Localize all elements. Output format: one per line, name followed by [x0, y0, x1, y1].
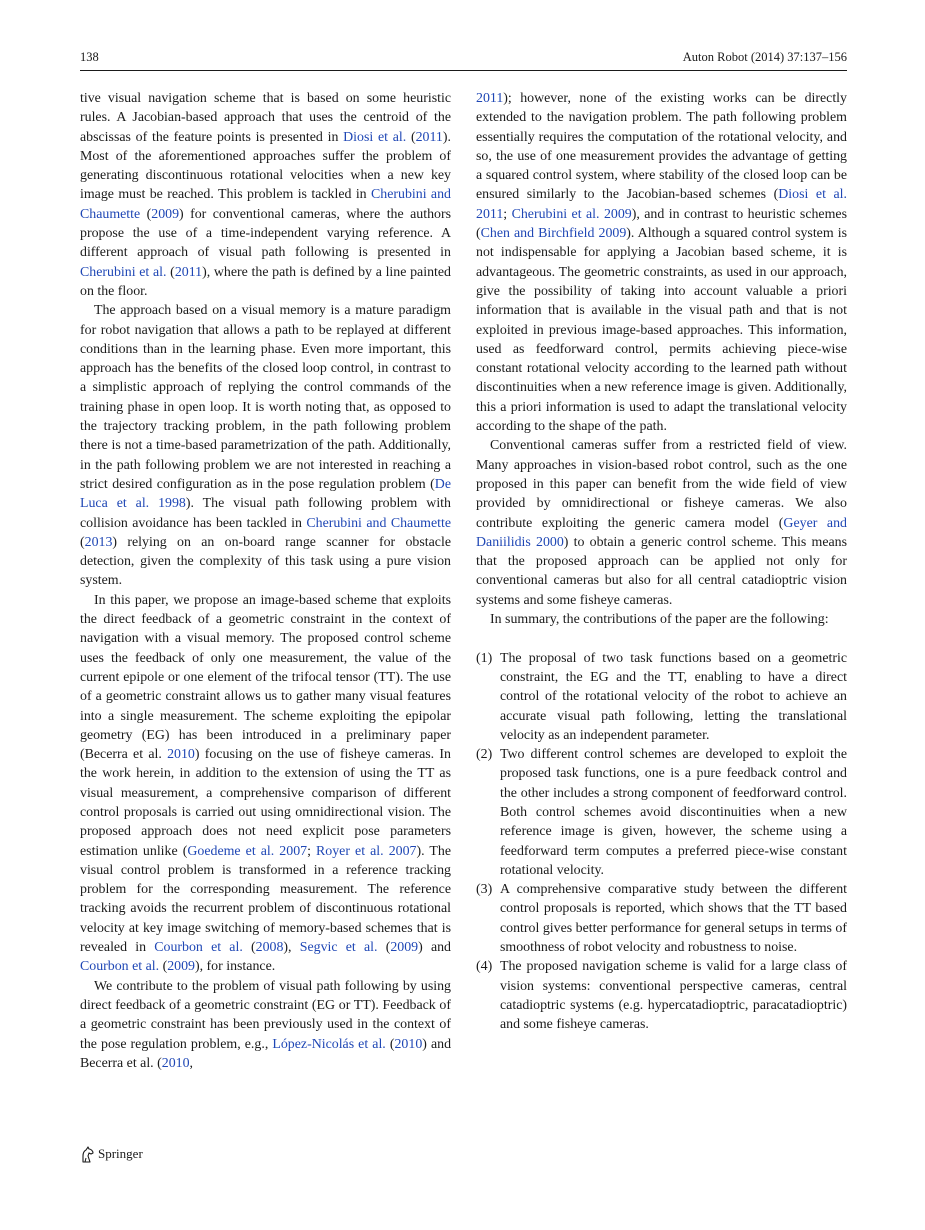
paragraph: In this paper, we propose an image-based scheme that exploits the direct feedback of a geometric constraint in the context of navigation with a visual memory. The proposed control scheme uses the feedback of only one measurement, the value of the current epipole or one element of the trifocal tensor (TT). The use of a geometric constraint allows us to gather many visual features into a single measurement. The scheme exploiting the epipolar geometry (EG) has been introduced in a preliminary paper (Becerra et al. 2010) focusing on the use of fisheye cameras. In the work herein, in addition to the extension of using the TT as visual measurement, a comprehensive comparison of different control proposals is carried out using omnidirectional vision. The proposed approach does not need explicit pose parameters estimation unlike (Goedeme et al. 2007; Royer et al. 2007). The visual control problem is transformed in a reference tracking problem for the corresponding measurement. The reference tracking avoids the recurrent problem of discontinuous rotational velocity at key image switching of memory-based schemes that is revealed in Courbon et al. (2008), Segvic et al. (2009) and Courbon et al. (2009), for instance. [80, 592, 451, 975]
list-number: (2) [476, 747, 493, 763]
citation-link[interactable]: Goedeme et al. 2007 [187, 843, 308, 859]
paragraph: Conventional cameras suffer from a restricted field of view. Many approaches in vision-based robot control, such as the one proposed in this paper can benefit from the wide field of view provided by omnidirectional or fisheye cameras. We also contribute exploiting the generic camera model (Geyer and Daniilidis 2000) to obtain a generic control scheme. This means that the proposed approach can be applied not only for conventional cameras but also for all central catadioptric vision systems and some fisheye cameras. [476, 438, 847, 608]
list-number: (1) [476, 650, 493, 666]
springer-horse-icon [80, 1146, 95, 1163]
header-rule [80, 70, 847, 71]
citation-link[interactable]: De Luca et al. 1998 [80, 476, 451, 512]
left-column [80, 89, 451, 1073]
list-text: A comprehensive comparative study between the different control proposals is reported, which shows that the TT based control gives better performance for general setups in terms of smoothness of robot velocity and robustness to noise. [500, 882, 847, 956]
list-text: The proposed navigation scheme is valid for a large class of vision systems: conventional perspective cameras, central catadioptric systems (e.g. hypercatadioptric, paracatadioptric) and some fisheye cameras. [500, 959, 847, 1033]
citation-link[interactable]: Cherubini et al. [80, 264, 167, 280]
publisher-name: Springer [98, 1146, 143, 1161]
paragraph: tive visual navigation scheme that is based on some heuristic rules. A Jacobian-based approach that uses the centroid of the abscissas of the feature points is presented in Diosi et al. (2011). Most of the aforementioned approaches suffer the problem of generating discontinuous rotational velocities when a new key image must be reached. This problem is tackled in Cherubini and Chaumette (2009) for conventional cameras, where the authors propose the use of a time-independent varying reference. A different approach of visual path following is presented in Cherubini et al. (2011), where the path is defined by a line painted on the floor. [80, 91, 452, 299]
list-item [476, 880, 847, 957]
citation-link[interactable]: 2009 [151, 206, 180, 222]
citation-link[interactable]: Diosi et al. 2011 [476, 187, 847, 222]
citation-link[interactable]: 2013 [84, 534, 113, 550]
citation-link[interactable]: 2009 [390, 940, 419, 956]
paragraph: The approach based on a visual memory is a mature paradigm for robot navigation that allows a path to be replayed at different conditions than in the learning phase. Even more important, this approach has the benefits of the closed loop control, in contrast to a simplistic approach of replying the control commands of the training phase in open loop. It is worth noting that, as opposed to the trajectory tracking problem, in the path following problem there is not a time-based parametrization of the path. Additionally, in the path following problem we are not interested in reaching a strict desired configuration as in the pose regulation problem (De Luca et al. 1998). The visual path following problem with collision avoidance has been tackled in Cherubini and Chaumette (2013) relying on an on-board range scanner for obstacle detection, given the complexity of this task using a pure vision system. [80, 303, 451, 589]
list-item [476, 957, 847, 1034]
citation-link[interactable]: Cherubini and Chaumette [306, 515, 451, 531]
citation-link[interactable]: Segvic et al. [299, 940, 378, 956]
citation-link[interactable]: Courbon et al. [154, 940, 243, 956]
list-number: (3) [476, 882, 493, 898]
citation-link[interactable]: 2011 [476, 91, 504, 106]
citation-link[interactable]: Cherubini et al. 2009 [511, 206, 632, 222]
citation-link[interactable]: Diosi et al. [343, 129, 407, 145]
paragraph: In summary, the contributions of the paper are the following: [490, 612, 829, 628]
running-header [80, 50, 847, 70]
citation-link[interactable]: Chen and Birchfield 2009 [480, 226, 627, 242]
contributions-list [476, 649, 847, 1035]
list-text: The proposal of two task functions based on a geometric constraint, the EG and the TT, enabling to have a direct control of the rotational velocity of the robot to achieve an accurate visual path following, letting the translational velocity as an independent parameter. [500, 650, 847, 743]
right-column [476, 89, 847, 1035]
paragraph: 2011); however, none of the existing works can be directly extended to the navigation problem. The path following problem essentially requires the computation of the rotational velocity, and so, the use of one measurement provides the advantage of getting a squared control system, where stability of the closed loop can be ensured similarly to the Jacobian-based schemes (Diosi et al. 2011; Cherubini et al. 2009), and in contrast to heuristic schemes (Chen and Birchfield 2009). Although a squared control system is not indispensable for applying a Jacobian based scheme, it is advantageous. The geometric constraints, as used in our approach, give the possibility of taking into account valuable a priori information that is available in the visual path and that is not exploited in previous image-based approaches. This information, used as feedforward control, permits achieving piece-wise constant rotational velocity according to the learned path without discontinuities when a new reference image is given. Additionally, this a priori information is used to adapt the translational velocity according to the shape of the path. [476, 91, 847, 435]
citation-link[interactable]: 2011 [415, 129, 443, 145]
citation-link[interactable]: Geyer and Daniilidis 2000 [476, 515, 847, 550]
journal-citation: Auton Robot (2014) 37:137–156 [682, 50, 847, 64]
citation-link[interactable]: 2009 [167, 959, 195, 975]
citation-link[interactable]: 2010 [161, 1055, 190, 1071]
citation-link[interactable]: 2008 [255, 940, 284, 956]
page-number: 138 [80, 50, 99, 64]
citation-link[interactable]: Royer et al. 2007 [316, 843, 417, 859]
citation-link[interactable]: 2011 [174, 264, 203, 280]
list-text: Two different control schemes are developed to exploit the proposed task functions, one is a pure feedback control and the other includes a strong component of feedforward control. Both control schemes avoid discontinuities when a new reference image is given, however, the scheme using a feedforward term computes a preferred piece-wise constant rotational velocity. [500, 747, 847, 878]
citation-link[interactable]: 2010 [394, 1036, 423, 1052]
citation-link[interactable]: López-Nicolás et al. [272, 1036, 386, 1052]
list-item [476, 649, 847, 745]
page-footer [80, 1144, 143, 1164]
citation-link[interactable]: Cherubini and Chaumette [80, 187, 451, 222]
list-item [476, 745, 847, 880]
citation-link[interactable]: Courbon et al. [80, 959, 160, 975]
list-number: (4) [476, 959, 493, 975]
citation-link[interactable]: 2010 [167, 747, 195, 763]
paragraph: We contribute to the problem of visual path following by using direct feedback of a geometric constraint (EG or TT). Feedback of a geometric constraint has been previously used in the context of the pose regulation problem, e.g., López-Nicolás et al. (2010) and Becerra et al. (2010, [80, 978, 452, 1071]
